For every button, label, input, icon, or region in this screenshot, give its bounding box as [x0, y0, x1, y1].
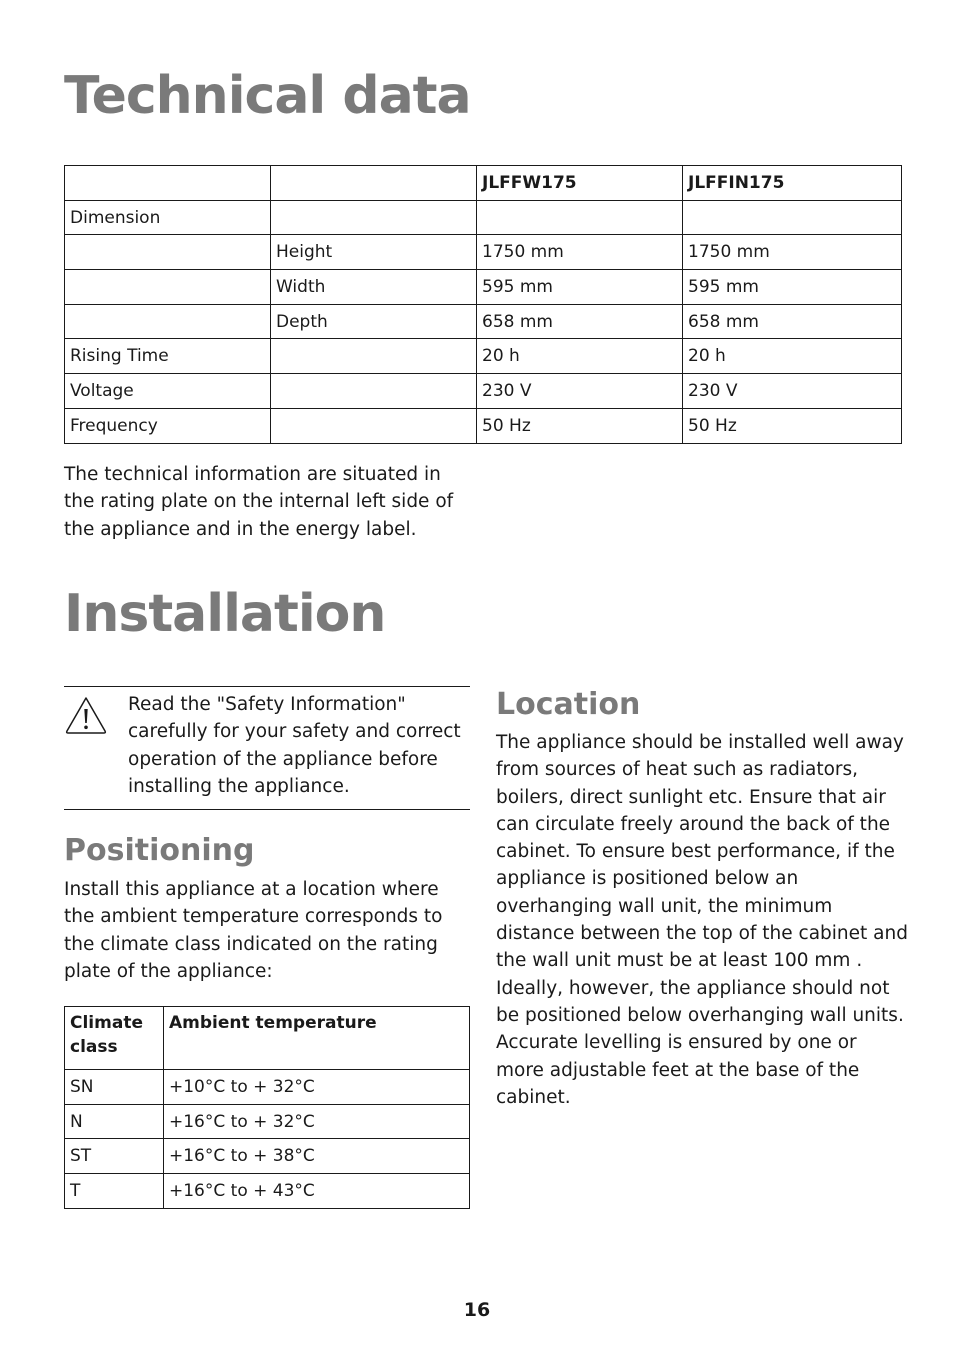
table-cell: 50 Hz [683, 408, 902, 443]
table-row [65, 1139, 470, 1174]
table-cell: 1750 mm [477, 235, 683, 270]
table-row [65, 270, 902, 305]
table-header-cell [271, 166, 477, 201]
table-cell: SN [65, 1070, 164, 1105]
table-cell: Voltage [65, 374, 271, 409]
table-cell: 20 h [477, 339, 683, 374]
table-cell [477, 200, 683, 235]
table-header-row [65, 1007, 470, 1070]
page-title-installation: Installation [64, 584, 386, 644]
table-cell: Width [271, 270, 477, 305]
page-number: 16 [463, 1299, 491, 1321]
table-row [65, 339, 902, 374]
table-header-row [65, 166, 902, 201]
table-row [65, 235, 902, 270]
table-cell: 230 V [477, 374, 683, 409]
table-row [65, 200, 902, 235]
table-cell [65, 235, 271, 270]
table-cell: Height [271, 235, 477, 270]
table-row [65, 408, 902, 443]
climate-class-table [64, 1006, 470, 1209]
table-cell: +16°C to + 43°C [164, 1174, 470, 1209]
technical-data-table [64, 165, 902, 444]
table-cell: 658 mm [683, 304, 902, 339]
table-cell: N [65, 1104, 164, 1139]
location-text: The appliance should be installed well away from sources of heat such as radiators, boilers, direct sunlight etc. Ensure that air can circulate freely around the back of the cabinet. To ensure best performance, if the appliance is positioned below an overhanging wall unit, the minimum distance between the top of the cabinet and the wall unit must be at least 100 mm . Ideally, however, the appliance should not be positioned below overhanging wall units. Accurate levelling is ensured by one or more adjustable feet at the base of the cabinet. [496, 732, 908, 1108]
positioning-heading: Positioning [64, 833, 255, 868]
table-header-cell [65, 166, 271, 201]
table-cell: 1750 mm [683, 235, 902, 270]
table-header-cell: JLFFW175 [477, 166, 683, 201]
table-cell [271, 200, 477, 235]
table-cell [65, 270, 271, 305]
table-row [65, 304, 902, 339]
table-cell: Depth [271, 304, 477, 339]
technical-note: The technical information are situated in the rating plate on the internal left side of the appliance and in the energy label. [64, 464, 454, 540]
table-cell: ST [65, 1139, 164, 1174]
table-cell: 595 mm [477, 270, 683, 305]
table-header-cell: Climate class [65, 1007, 164, 1070]
positioning-text: Install this appliance at a location where the ambient temperature corresponds to the climate class indicated on the rating plate of the appliance: [64, 879, 443, 982]
table-cell: +10°C to + 32°C [164, 1070, 470, 1105]
table-cell [271, 374, 477, 409]
table-cell [683, 200, 902, 235]
table-cell: 595 mm [683, 270, 902, 305]
table-cell: 658 mm [477, 304, 683, 339]
table-cell: T [65, 1174, 164, 1209]
table-row [65, 1174, 470, 1209]
table-cell [65, 304, 271, 339]
warning-triangle-icon [64, 695, 108, 735]
table-row [65, 374, 902, 409]
table-cell [271, 339, 477, 374]
table-cell: Dimension [65, 200, 271, 235]
table-cell: Frequency [65, 408, 271, 443]
table-header-cell: JLFFIN175 [683, 166, 902, 201]
table-row [65, 1104, 470, 1139]
table-cell: Rising Time [65, 339, 271, 374]
table-header-cell: Ambient temperature [164, 1007, 470, 1070]
warning-text: Read the "Safety Information" carefully for your safety and correct operation of the appliance before installing the appliance. [128, 694, 461, 797]
table-cell: 230 V [683, 374, 902, 409]
page-title-technical-data: Technical data [64, 66, 471, 126]
table-cell: +16°C to + 38°C [164, 1139, 470, 1174]
safety-warning-box [64, 686, 470, 810]
location-heading: Location [496, 687, 641, 722]
table-cell: 20 h [683, 339, 902, 374]
table-cell [271, 408, 477, 443]
table-cell: 50 Hz [477, 408, 683, 443]
table-row [65, 1070, 470, 1105]
table-cell: +16°C to + 32°C [164, 1104, 470, 1139]
